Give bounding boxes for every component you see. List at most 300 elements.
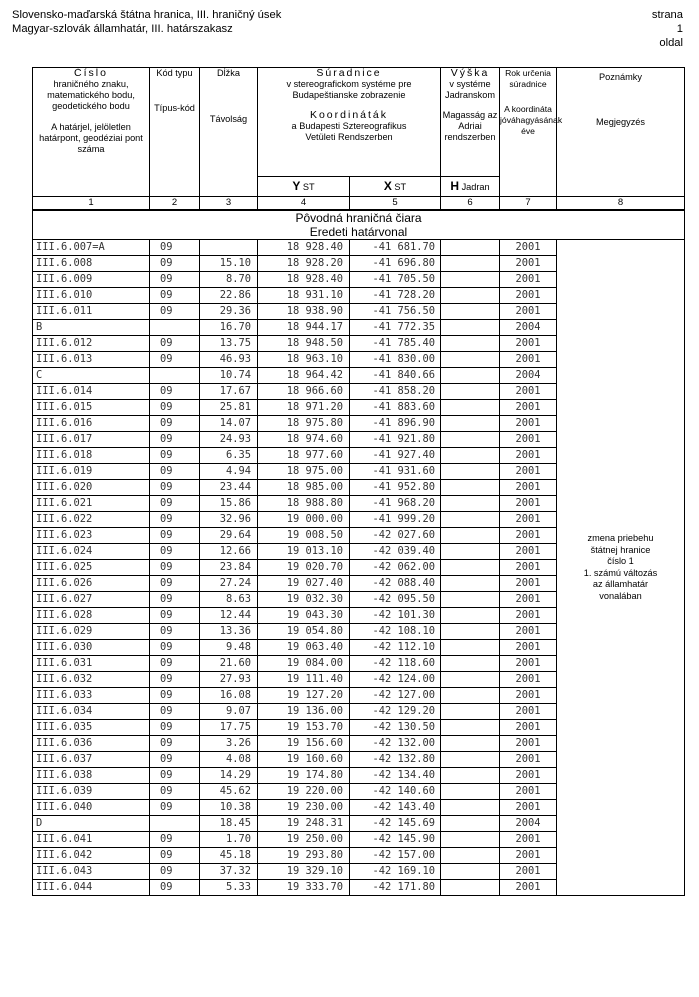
y-coordinate-cell: 19 111.40 [258, 672, 350, 688]
x-coordinate-cell: -42 129.20 [350, 704, 441, 720]
type-code-cell: 09 [150, 352, 200, 368]
height-cell [441, 672, 500, 688]
x-coordinate-cell: -41 681.70 [350, 240, 441, 256]
y-coordinate-cell: 18 966.60 [258, 384, 350, 400]
column-number: 4 [258, 197, 350, 211]
type-code-cell: 09 [150, 640, 200, 656]
col-header-year: Rok určenia súradnice A koordináta jóváhagyásának éve [500, 68, 557, 197]
type-code-cell: 09 [150, 608, 200, 624]
y-coordinate-cell: 18 975.00 [258, 464, 350, 480]
year-cell: 2001 [500, 752, 557, 768]
type-code-cell: 09 [150, 752, 200, 768]
length-cell: 5.33 [200, 880, 258, 896]
table-body [33, 240, 685, 896]
page-indicator [652, 8, 683, 50]
point-number-cell: III.6.023 [33, 528, 150, 544]
height-cell [441, 880, 500, 896]
length-cell: 32.96 [200, 512, 258, 528]
y-coordinate-cell: 18 985.00 [258, 480, 350, 496]
point-number-cell: III.6.044 [33, 880, 150, 896]
x-coordinate-cell: -41 931.60 [350, 464, 441, 480]
y-coordinate-cell: 19 054.80 [258, 624, 350, 640]
y-coordinate-cell: 19 329.10 [258, 864, 350, 880]
length-cell: 9.07 [200, 704, 258, 720]
x-coordinate-cell: -42 108.10 [350, 624, 441, 640]
point-number-cell: III.6.030 [33, 640, 150, 656]
length-cell: 15.86 [200, 496, 258, 512]
y-coordinate-cell: 19 250.00 [258, 832, 350, 848]
year-cell: 2001 [500, 384, 557, 400]
x-coordinate-cell: -42 145.69 [350, 816, 441, 832]
year-cell: 2001 [500, 624, 557, 640]
height-cell [441, 400, 500, 416]
height-cell [441, 784, 500, 800]
length-cell: 1.70 [200, 832, 258, 848]
point-number-cell: III.6.018 [33, 448, 150, 464]
type-code-cell: 09 [150, 768, 200, 784]
point-number-cell: D [33, 816, 150, 832]
type-code-cell: 09 [150, 656, 200, 672]
height-cell [441, 352, 500, 368]
x-coordinate-cell: -41 830.00 [350, 352, 441, 368]
length-cell: 13.75 [200, 336, 258, 352]
year-cell: 2001 [500, 400, 557, 416]
note-line: vonalában [599, 590, 642, 601]
point-number-cell: III.6.026 [33, 576, 150, 592]
length-cell: 23.84 [200, 560, 258, 576]
point-number-cell: III.6.016 [33, 416, 150, 432]
height-cell [441, 752, 500, 768]
y-coordinate-cell: 18 928.20 [258, 256, 350, 272]
year-cell: 2001 [500, 480, 557, 496]
length-cell: 45.62 [200, 784, 258, 800]
height-cell [441, 240, 500, 256]
type-code-cell: 09 [150, 544, 200, 560]
year-cell: 2001 [500, 416, 557, 432]
column-number: 7 [500, 197, 557, 211]
point-number-cell: III.6.027 [33, 592, 150, 608]
length-cell: 27.24 [200, 576, 258, 592]
column-number-row [33, 197, 685, 211]
type-code-cell: 09 [150, 288, 200, 304]
col-header-h: H Jadran [441, 177, 500, 197]
type-code-cell: 09 [150, 432, 200, 448]
y-coordinate-cell: 18 977.60 [258, 448, 350, 464]
height-cell [441, 448, 500, 464]
y-coordinate-cell: 19 000.00 [258, 512, 350, 528]
y-coordinate-cell: 19 084.00 [258, 656, 350, 672]
point-number-cell: III.6.033 [33, 688, 150, 704]
height-cell [441, 736, 500, 752]
length-cell: 14.29 [200, 768, 258, 784]
point-number-cell: III.6.037 [33, 752, 150, 768]
point-number-cell: III.6.021 [33, 496, 150, 512]
length-cell: 25.81 [200, 400, 258, 416]
height-cell [441, 704, 500, 720]
point-number-cell: III.6.011 [33, 304, 150, 320]
length-cell: 16.08 [200, 688, 258, 704]
x-coordinate-cell: -41 772.35 [350, 320, 441, 336]
height-cell [441, 848, 500, 864]
length-cell: 10.74 [200, 368, 258, 384]
length-cell: 15.10 [200, 256, 258, 272]
year-cell: 2001 [500, 880, 557, 896]
point-number-cell: III.6.041 [33, 832, 150, 848]
col-header-y: Y ST [258, 177, 350, 197]
point-number-cell: III.6.042 [33, 848, 150, 864]
y-coordinate-cell: 18 928.40 [258, 240, 350, 256]
length-cell: 29.36 [200, 304, 258, 320]
x-coordinate-cell: -41 858.20 [350, 384, 441, 400]
y-coordinate-cell: 18 931.10 [258, 288, 350, 304]
type-code-cell [150, 368, 200, 384]
height-cell [441, 608, 500, 624]
length-cell: 46.93 [200, 352, 258, 368]
length-cell: 3.26 [200, 736, 258, 752]
point-number-cell: III.6.015 [33, 400, 150, 416]
point-number-cell: B [33, 320, 150, 336]
height-cell [441, 432, 500, 448]
year-cell: 2001 [500, 688, 557, 704]
type-code-cell: 09 [150, 864, 200, 880]
x-coordinate-cell: -41 952.80 [350, 480, 441, 496]
y-coordinate-cell: 19 248.31 [258, 816, 350, 832]
height-cell [441, 624, 500, 640]
height-cell [441, 320, 500, 336]
type-code-cell: 09 [150, 256, 200, 272]
length-cell: 4.08 [200, 752, 258, 768]
point-number-cell: III.6.029 [33, 624, 150, 640]
type-code-cell: 09 [150, 384, 200, 400]
x-coordinate-cell: -42 118.60 [350, 656, 441, 672]
length-cell: 6.35 [200, 448, 258, 464]
x-coordinate-cell: -41 756.50 [350, 304, 441, 320]
y-coordinate-cell: 18 964.42 [258, 368, 350, 384]
document-header [12, 8, 281, 36]
length-cell: 9.48 [200, 640, 258, 656]
point-number-cell: C [33, 368, 150, 384]
height-cell [441, 688, 500, 704]
col-header-x: X ST [350, 177, 441, 197]
point-number-cell: III.6.007=A [33, 240, 150, 256]
y-coordinate-cell: 19 174.80 [258, 768, 350, 784]
length-cell: 23.44 [200, 480, 258, 496]
point-number-cell: III.6.028 [33, 608, 150, 624]
length-cell: 22.86 [200, 288, 258, 304]
year-cell: 2004 [500, 320, 557, 336]
length-cell: 10.38 [200, 800, 258, 816]
col-header-coordinates: Súradnice v stereografickom systéme pre Budapeštianske zobrazenie Koordináták a Budapesti Sztereografikus Vetületi Rendszerben [258, 68, 441, 177]
y-coordinate-cell: 18 988.80 [258, 496, 350, 512]
y-coordinate-cell: 19 220.00 [258, 784, 350, 800]
x-coordinate-cell: -42 169.10 [350, 864, 441, 880]
point-number-cell: III.6.022 [33, 512, 150, 528]
year-cell: 2001 [500, 864, 557, 880]
year-cell: 2001 [500, 272, 557, 288]
height-cell [441, 416, 500, 432]
type-code-cell: 09 [150, 560, 200, 576]
point-number-cell: III.6.024 [33, 544, 150, 560]
length-cell: 16.70 [200, 320, 258, 336]
table-header [33, 68, 685, 240]
column-number: 1 [33, 197, 150, 211]
type-code-cell [150, 320, 200, 336]
point-number-cell: III.6.014 [33, 384, 150, 400]
type-code-cell: 09 [150, 448, 200, 464]
point-number-cell: III.6.017 [33, 432, 150, 448]
type-code-cell: 09 [150, 464, 200, 480]
y-coordinate-cell: 18 974.60 [258, 432, 350, 448]
year-cell: 2001 [500, 464, 557, 480]
height-cell [441, 496, 500, 512]
note-line: 1. számú változás [583, 567, 658, 578]
y-coordinate-cell: 18 928.40 [258, 272, 350, 288]
point-number-cell: III.6.034 [33, 704, 150, 720]
x-coordinate-cell: -42 124.00 [350, 672, 441, 688]
type-code-cell: 09 [150, 784, 200, 800]
x-coordinate-cell: -42 127.00 [350, 688, 441, 704]
type-code-cell: 09 [150, 336, 200, 352]
year-cell: 2001 [500, 432, 557, 448]
column-number: 2 [150, 197, 200, 211]
y-coordinate-cell: 18 938.90 [258, 304, 350, 320]
x-coordinate-cell: -41 921.80 [350, 432, 441, 448]
year-cell: 2001 [500, 768, 557, 784]
height-cell [441, 864, 500, 880]
length-cell: 12.44 [200, 608, 258, 624]
y-coordinate-cell: 19 293.80 [258, 848, 350, 864]
year-cell: 2001 [500, 640, 557, 656]
length-cell: 21.60 [200, 656, 258, 672]
length-cell: 45.18 [200, 848, 258, 864]
length-cell: 27.93 [200, 672, 258, 688]
point-number-cell: III.6.010 [33, 288, 150, 304]
length-cell: 4.94 [200, 464, 258, 480]
coordinates-table [32, 67, 685, 896]
x-coordinate-cell: -42 140.60 [350, 784, 441, 800]
point-number-cell: III.6.035 [33, 720, 150, 736]
type-code-cell: 09 [150, 800, 200, 816]
column-number: 5 [350, 197, 441, 211]
x-coordinate-cell: -42 132.80 [350, 752, 441, 768]
year-cell: 2001 [500, 608, 557, 624]
col-header-length: Dĺžka Távolság [200, 68, 258, 197]
type-code-cell: 09 [150, 736, 200, 752]
type-code-cell: 09 [150, 576, 200, 592]
height-cell [441, 480, 500, 496]
height-cell [441, 464, 500, 480]
y-coordinate-cell: 18 975.80 [258, 416, 350, 432]
length-cell [200, 240, 258, 256]
type-code-cell: 09 [150, 400, 200, 416]
year-cell: 2001 [500, 304, 557, 320]
year-cell: 2001 [500, 848, 557, 864]
year-cell: 2001 [500, 784, 557, 800]
type-code-cell: 09 [150, 480, 200, 496]
type-code-cell: 09 [150, 704, 200, 720]
x-coordinate-cell: -42 027.60 [350, 528, 441, 544]
point-number-cell: III.6.020 [33, 480, 150, 496]
x-coordinate-cell: -42 134.40 [350, 768, 441, 784]
year-cell: 2001 [500, 720, 557, 736]
y-coordinate-cell: 19 013.10 [258, 544, 350, 560]
year-cell: 2001 [500, 528, 557, 544]
year-cell: 2001 [500, 544, 557, 560]
y-coordinate-cell: 18 944.17 [258, 320, 350, 336]
height-cell [441, 720, 500, 736]
x-coordinate-cell: -41 705.50 [350, 272, 441, 288]
x-coordinate-cell: -41 896.90 [350, 416, 441, 432]
length-cell: 29.64 [200, 528, 258, 544]
point-number-cell: III.6.009 [33, 272, 150, 288]
length-cell: 17.75 [200, 720, 258, 736]
x-coordinate-cell: -42 130.50 [350, 720, 441, 736]
point-number-cell: III.6.013 [33, 352, 150, 368]
x-coordinate-cell: -42 132.00 [350, 736, 441, 752]
x-coordinate-cell: -42 145.90 [350, 832, 441, 848]
height-cell [441, 304, 500, 320]
length-cell: 12.66 [200, 544, 258, 560]
y-coordinate-cell: 19 153.70 [258, 720, 350, 736]
x-coordinate-cell: -41 968.20 [350, 496, 441, 512]
year-cell: 2001 [500, 240, 557, 256]
height-cell [441, 272, 500, 288]
column-number: 6 [441, 197, 500, 211]
y-coordinate-cell: 19 032.30 [258, 592, 350, 608]
type-code-cell: 09 [150, 880, 200, 896]
x-coordinate-cell: -42 039.40 [350, 544, 441, 560]
point-number-cell: III.6.039 [33, 784, 150, 800]
note-line: zmena priebehu [587, 533, 654, 543]
year-cell: 2004 [500, 816, 557, 832]
note-line: číslo 1 [607, 556, 634, 566]
type-code-cell: 09 [150, 416, 200, 432]
y-coordinate-cell: 18 963.10 [258, 352, 350, 368]
header-title-hu: Magyar-szlovák államhatár, III. határszakasz [12, 23, 233, 35]
point-number-cell: III.6.038 [33, 768, 150, 784]
note-line: az államhatár [592, 579, 649, 589]
height-cell [441, 592, 500, 608]
y-coordinate-cell: 19 008.50 [258, 528, 350, 544]
height-cell [441, 768, 500, 784]
page-number: 1 [676, 23, 683, 35]
point-number-cell: III.6.040 [33, 800, 150, 816]
height-cell [441, 528, 500, 544]
year-cell: 2001 [500, 592, 557, 608]
point-number-cell: III.6.043 [33, 864, 150, 880]
year-cell: 2001 [500, 512, 557, 528]
point-number-cell: III.6.032 [33, 672, 150, 688]
year-cell: 2001 [500, 256, 557, 272]
height-cell [441, 656, 500, 672]
section-heading-row [33, 210, 685, 240]
height-cell [441, 368, 500, 384]
y-coordinate-cell: 19 333.70 [258, 880, 350, 896]
x-coordinate-cell: -42 095.50 [350, 592, 441, 608]
x-coordinate-cell: -41 999.20 [350, 512, 441, 528]
point-number-cell: III.6.031 [33, 656, 150, 672]
type-code-cell: 09 [150, 496, 200, 512]
y-coordinate-cell: 19 063.40 [258, 640, 350, 656]
type-code-cell: 09 [150, 688, 200, 704]
notes-cell [557, 240, 685, 896]
year-cell: 2001 [500, 832, 557, 848]
y-coordinate-cell: 19 127.20 [258, 688, 350, 704]
type-code-cell: 09 [150, 720, 200, 736]
height-cell [441, 512, 500, 528]
type-code-cell [150, 816, 200, 832]
length-cell: 18.45 [200, 816, 258, 832]
year-cell: 2001 [500, 560, 557, 576]
height-cell [441, 288, 500, 304]
type-code-cell: 09 [150, 240, 200, 256]
table-row [33, 240, 685, 256]
y-coordinate-cell: 19 160.60 [258, 752, 350, 768]
point-number-cell: III.6.019 [33, 464, 150, 480]
year-cell: 2001 [500, 496, 557, 512]
x-coordinate-cell: -42 171.80 [350, 880, 441, 896]
length-cell: 17.67 [200, 384, 258, 400]
type-code-cell: 09 [150, 832, 200, 848]
year-cell: 2001 [500, 448, 557, 464]
x-coordinate-cell: -41 927.40 [350, 448, 441, 464]
height-cell [441, 800, 500, 816]
type-code-cell: 09 [150, 848, 200, 864]
year-cell: 2001 [500, 672, 557, 688]
height-cell [441, 640, 500, 656]
height-cell [441, 560, 500, 576]
type-code-cell: 09 [150, 528, 200, 544]
col-header-type-code: Kód typu Típus-kód [150, 68, 200, 197]
year-cell: 2001 [500, 336, 557, 352]
point-number-cell: III.6.012 [33, 336, 150, 352]
length-cell: 8.63 [200, 592, 258, 608]
x-coordinate-cell: -41 728.20 [350, 288, 441, 304]
column-number: 8 [557, 197, 685, 211]
page-label-sk: strana [651, 9, 683, 21]
height-cell [441, 576, 500, 592]
year-cell: 2004 [500, 368, 557, 384]
y-coordinate-cell: 19 043.30 [258, 608, 350, 624]
type-code-cell: 09 [150, 592, 200, 608]
year-cell: 2001 [500, 800, 557, 816]
col-header-point-number: Číslo hraničného znaku, matematického bodu, geodetického bodu A határjel, jelöletlen határpont, geodéziai pont száma [33, 68, 150, 197]
point-number-cell: III.6.036 [33, 736, 150, 752]
x-coordinate-cell: -42 101.30 [350, 608, 441, 624]
x-coordinate-cell: -42 143.40 [350, 800, 441, 816]
x-coordinate-cell: -42 062.00 [350, 560, 441, 576]
year-cell: 2001 [500, 288, 557, 304]
y-coordinate-cell: 19 136.00 [258, 704, 350, 720]
length-cell: 24.93 [200, 432, 258, 448]
length-cell: 14.07 [200, 416, 258, 432]
x-coordinate-cell: -41 840.66 [350, 368, 441, 384]
point-number-cell: III.6.008 [33, 256, 150, 272]
year-cell: 2001 [500, 704, 557, 720]
type-code-cell: 09 [150, 672, 200, 688]
y-coordinate-cell: 19 230.00 [258, 800, 350, 816]
x-coordinate-cell: -41 883.60 [350, 400, 441, 416]
length-cell: 37.32 [200, 864, 258, 880]
y-coordinate-cell: 18 948.50 [258, 336, 350, 352]
x-coordinate-cell: -41 785.40 [350, 336, 441, 352]
x-coordinate-cell: -42 157.00 [350, 848, 441, 864]
x-coordinate-cell: -41 696.80 [350, 256, 441, 272]
col-header-notes: Poznámky Megjegyzés [557, 68, 685, 197]
height-cell [441, 336, 500, 352]
y-coordinate-cell: 18 971.20 [258, 400, 350, 416]
length-cell: 8.70 [200, 272, 258, 288]
